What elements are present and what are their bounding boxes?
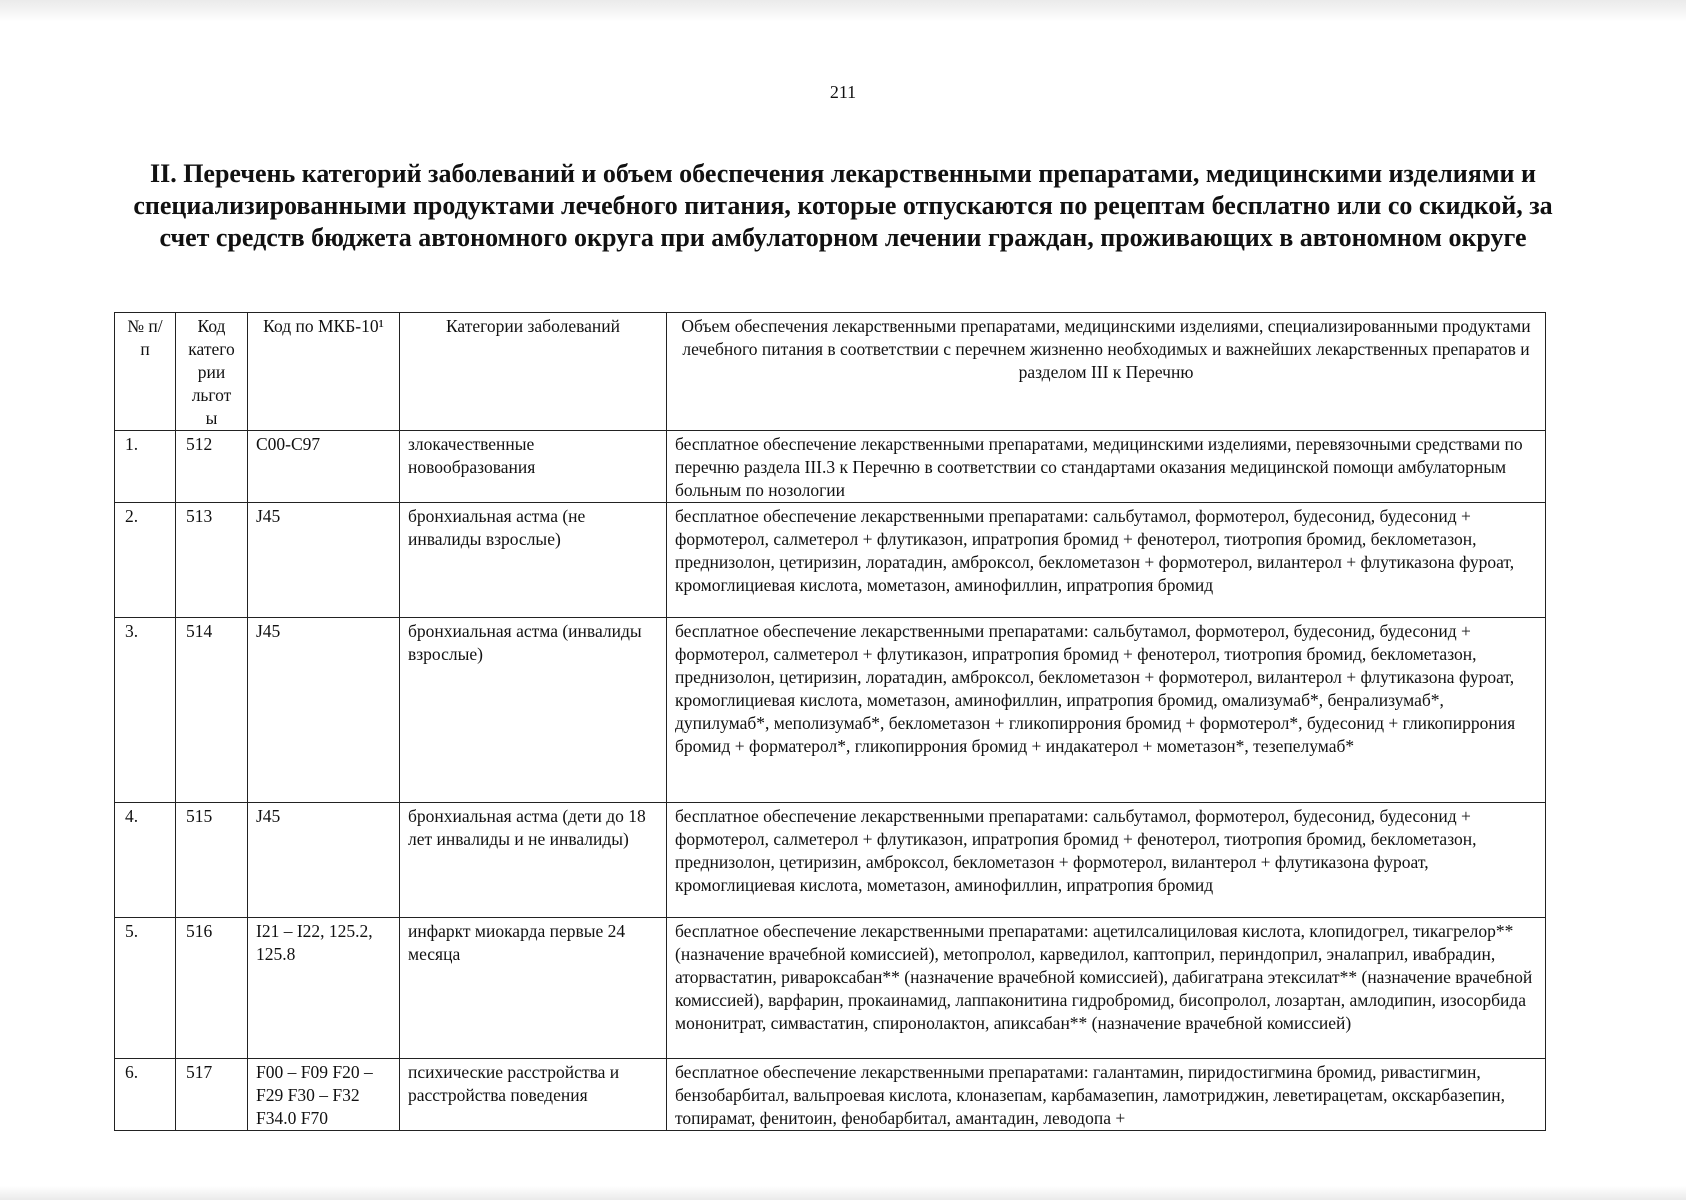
- table-row: [115, 1059, 1546, 1131]
- cell-category: бронхиальная астма (дети до 18 лет инвалиды и не инвалиды): [400, 803, 667, 918]
- benefits-table: [114, 312, 1546, 1131]
- cell-no: 5.: [115, 918, 176, 1059]
- cell-mkb: J45: [248, 803, 400, 918]
- page-number: 211: [829, 82, 857, 102]
- cell-code: 512: [176, 431, 248, 503]
- cell-code: 516: [176, 918, 248, 1059]
- cell-mkb: J45: [248, 503, 400, 618]
- cell-volume: бесплатное обеспечение лекарственными препаратами: галантамин, пиридостигмина бромид, ривастигмин, бензобарбитал, вальпроевая кислота, клоназепам, карбамазепин, ламотриджин, леветирацетам, окскарбазепин, топирамат, фенитоин, фенобарбитал, амантадин, леводопа +: [667, 1059, 1546, 1131]
- header-provision-volume: Объем обеспечения лекарственными препаратами, медицинскими изделиями, специализированными продуктами лечебного питания в соответствии с перечнем жизненно необходимых и важнейших лекарственных препаратов и разделом III к Перечню: [667, 313, 1546, 431]
- cell-no: 3.: [115, 618, 176, 803]
- cell-category: инфаркт миокарда первые 24 месяца: [400, 918, 667, 1059]
- header-mkb-code: Код по МКБ-10¹: [248, 313, 400, 431]
- table-row: [115, 503, 1546, 618]
- cell-volume: бесплатное обеспечение лекарственными препаратами: сальбутамол, формотерол, будесонид, будесонид + формотерол, салметерол + флутиказон, ипратропия бромид + фенотерол, тиотропия бромид, беклометазон, преднизолон, цетиризин, лоратадин, амброксол, беклометазон + формотерол, вилантерол + флутиказона фуроат, кромоглициевая кислота, мометазон, аминофиллин, ипратропия бромид, омализумаб*, бенрализумаб*, дупилумаб*, меполизумаб*, беклометазон + гликопиррония бромид + формотерол*, будесонид + гликопиррония бромид + форматерол*, гликопиррония бромид + индакатерол + мометазон*, тезепелумаб*: [667, 618, 1546, 803]
- header-row: [115, 313, 1546, 431]
- benefits-table-container: [114, 312, 1546, 1131]
- cell-code: 515: [176, 803, 248, 918]
- cell-category: психические расстройства и расстройства поведения: [400, 1059, 667, 1131]
- table-row: [115, 618, 1546, 803]
- cell-mkb: F00 – F09 F20 – F29 F30 – F32 F34.0 F70: [248, 1059, 400, 1131]
- scan-edge-top: [0, 0, 1686, 22]
- cell-volume: бесплатное обеспечение лекарственными препаратами: сальбутамол, формотерол, будесонид, будесонид + формотерол, салметерол + флутиказон, ипратропия бромид + фенотерол, тиотропия бромид, беклометазон, преднизолон, цетиризин, амброксол, беклометазон + формотерол, вилантерол + флутиказона фуроат, кромоглициевая кислота, мометазон, аминофиллин, ипратропия бромид: [667, 803, 1546, 918]
- cell-no: 6.: [115, 1059, 176, 1131]
- cell-category: злокачественные новообразования: [400, 431, 667, 503]
- cell-volume: бесплатное обеспечение лекарственными препаратами, медицинскими изделиями, перевязочными средствами по перечню раздела III.3 к Перечню в соответствии со стандартами оказания медицинской помощи амбулаторным больным по нозологии: [667, 431, 1546, 503]
- header-no: № п/п: [115, 313, 176, 431]
- cell-code: 513: [176, 503, 248, 618]
- header-disease-category: Категории заболеваний: [400, 313, 667, 431]
- cell-category: бронхиальная астма (инвалиды взрослые): [400, 618, 667, 803]
- table-header: [115, 313, 1546, 431]
- table-body: [115, 431, 1546, 1131]
- table-row: [115, 918, 1546, 1059]
- section-title: II. Перечень категорий заболеваний и объем обеспечения лекарственными препаратами, медицинскими изделиями и специализированными продуктами лечебного питания, которые отпускаются по рецептам бесплатно или со скидкой, за счет средств бюджета автономного округа при амбулаторном лечении граждан, проживающих в автономном округе: [133, 159, 1553, 252]
- table-row: [115, 431, 1546, 503]
- cell-volume: бесплатное обеспечение лекарственными препаратами: сальбутамол, формотерол, будесонид, будесонид + формотерол, салметерол + флутиказон, ипратропия бромид + фенотерол, тиотропия бромид, беклометазон, преднизолон, цетиризин, лоратадин, амброксол, беклометазон + формотерол, вилантерол + флутиказона фуроат, кромоглициевая кислота, мометазон, аминофиллин, ипратропия бромид: [667, 503, 1546, 618]
- cell-code: 514: [176, 618, 248, 803]
- table-row: [115, 803, 1546, 918]
- cell-volume: бесплатное обеспечение лекарственными препаратами: ацетилсалициловая кислота, клопидогрел, тикагрелор** (назначение врачебной комиссией), метопролол, карведилол, каптоприл, периндоприл, эналаприл, ивабрадин, аторвастатин, ривароксабан** (назначение врачебной комиссией), дабигатрана этексилат** (назначение врачебной комиссией), варфарин, прокаинамид, лаппаконитина гидробромид, бисопролол, лозартан, амлодипин, изосорбида мононитрат, симвастатин, спиронолактон, апиксабан** (назначение врачебной комиссией): [667, 918, 1546, 1059]
- header-category-code: Код катего рии льгот ы: [176, 313, 248, 431]
- cell-mkb: J45: [248, 618, 400, 803]
- cell-code: 517: [176, 1059, 248, 1131]
- scan-edge-bottom: [0, 1186, 1686, 1200]
- cell-mkb: I21 – I22, 125.2, 125.8: [248, 918, 400, 1059]
- cell-no: 2.: [115, 503, 176, 618]
- cell-no: 4.: [115, 803, 176, 918]
- cell-category: бронхиальная астма (не инвалиды взрослые): [400, 503, 667, 618]
- cell-no: 1.: [115, 431, 176, 503]
- cell-mkb: C00-C97: [248, 431, 400, 503]
